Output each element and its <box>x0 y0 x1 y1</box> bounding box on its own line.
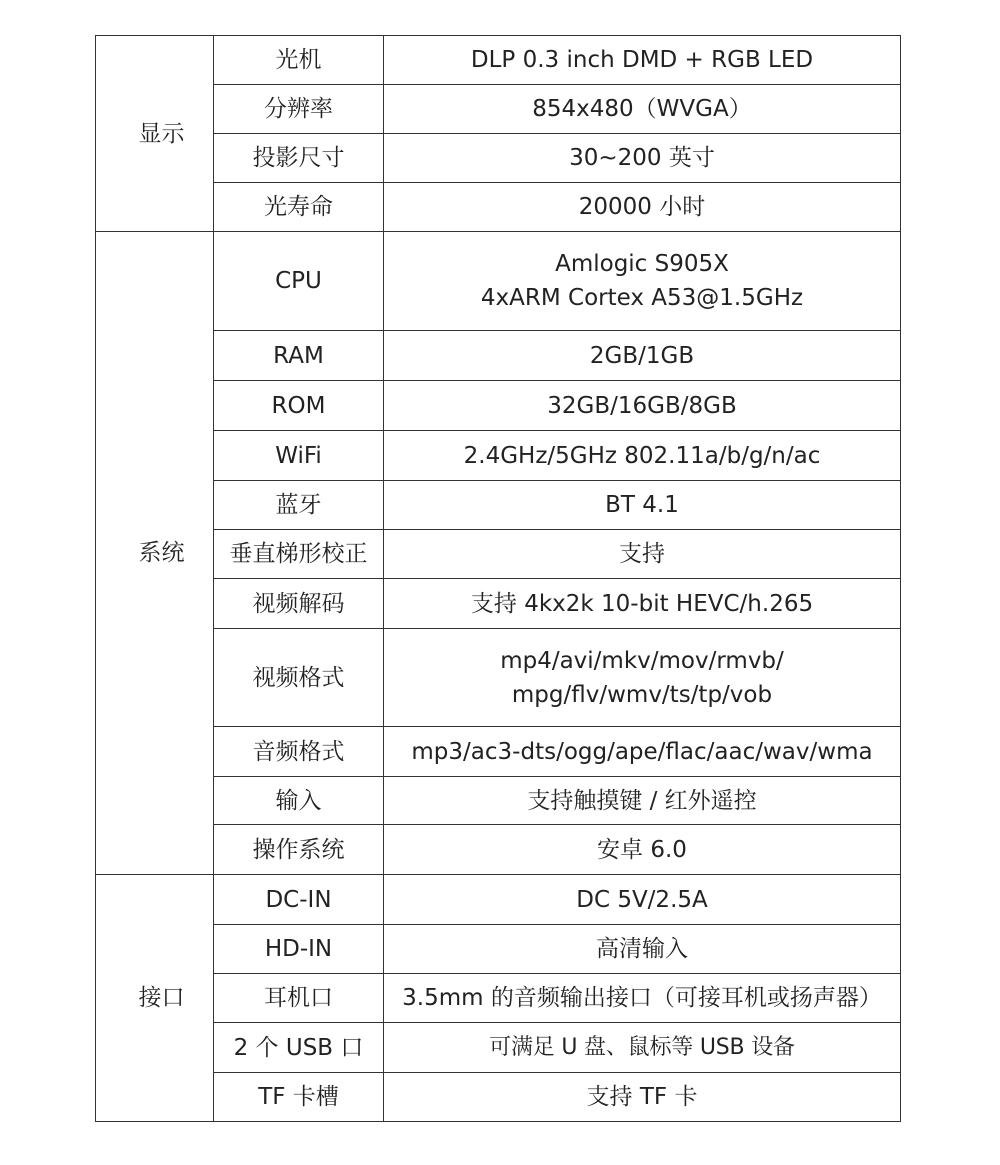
spec-value-line: 安卓 6.0 <box>597 836 687 863</box>
spec-row <box>96 1073 901 1122</box>
section-label-text: 系统 <box>138 540 185 566</box>
spec-value <box>384 381 901 431</box>
spec-label: 耳机口 <box>214 974 384 1023</box>
spec-value <box>384 431 901 481</box>
section-label-text: 接口 <box>138 985 185 1011</box>
spec-value-line: 支持 <box>619 541 665 567</box>
spec-label: CPU <box>214 232 384 331</box>
spec-value-line: 854x480（WVGA） <box>532 96 752 122</box>
spec-label: 音频格式 <box>214 727 384 777</box>
spec-value <box>384 1023 901 1073</box>
spec-label: 垂直梯形校正 <box>214 530 384 579</box>
spec-row <box>96 875 901 925</box>
spec-label: 光寿命 <box>214 183 384 232</box>
spec-label: 操作系统 <box>214 825 384 875</box>
spec-table-body <box>96 36 901 1122</box>
spec-row <box>96 36 901 85</box>
spec-row <box>96 85 901 134</box>
section-label <box>96 232 214 875</box>
spec-row <box>96 431 901 481</box>
spec-value-line: 支持 TF 卡 <box>586 1084 698 1110</box>
spec-row <box>96 629 901 727</box>
spec-row <box>96 777 901 825</box>
spec-row <box>96 530 901 579</box>
spec-label: 2 个 USB 口 <box>214 1023 384 1073</box>
spec-row <box>96 481 901 530</box>
spec-value <box>384 875 901 925</box>
spec-row <box>96 381 901 431</box>
spec-label: WiFi <box>214 431 384 481</box>
spec-row <box>96 925 901 974</box>
spec-value-line: 支持触摸键 / 红外遥控 <box>527 787 757 814</box>
spec-value-line: mp3/ac3-dts/ogg/ape/flac/aac/wav/wma <box>411 738 873 765</box>
spec-row <box>96 974 901 1023</box>
spec-table <box>95 35 901 1122</box>
spec-value-line: DLP 0.3 inch DMD + RGB LED <box>470 47 814 73</box>
spec-label: RAM <box>214 331 384 381</box>
spec-row <box>96 727 901 777</box>
spec-row <box>96 825 901 875</box>
spec-value <box>384 579 901 629</box>
spec-label: TF 卡槽 <box>214 1073 384 1122</box>
spec-label: 输入 <box>214 777 384 825</box>
spec-label: ROM <box>214 381 384 431</box>
spec-value-line: 2GB/1GB <box>589 342 695 369</box>
spec-value-line: Amlogic S905X <box>555 251 729 277</box>
section-label <box>96 36 214 232</box>
spec-value-line: 3.5mm 的音频输出接口（可接耳机或扬声器） <box>402 985 882 1011</box>
spec-value-line: 32GB/16GB/8GB <box>547 392 737 419</box>
spec-value-line: mpg/flv/wmv/ts/tp/vob <box>511 681 773 708</box>
spec-label: 分辨率 <box>214 85 384 134</box>
spec-value-line: 高清输入 <box>596 936 688 962</box>
spec-row <box>96 134 901 183</box>
spec-value <box>384 974 901 1023</box>
spec-value <box>384 825 901 875</box>
spec-value <box>384 925 901 974</box>
spec-value <box>384 183 901 232</box>
spec-label: 蓝牙 <box>214 481 384 530</box>
spec-value <box>384 481 901 530</box>
spec-label: HD-IN <box>214 925 384 974</box>
spec-value <box>384 727 901 777</box>
spec-value <box>384 1073 901 1122</box>
spec-label: 视频解码 <box>214 579 384 629</box>
spec-row <box>96 579 901 629</box>
spec-value <box>384 530 901 579</box>
spec-value <box>384 134 901 183</box>
spec-label: 光机 <box>214 36 384 85</box>
spec-value <box>384 85 901 134</box>
spec-value-line: 支持 4kx2k 10-bit HEVC/h.265 <box>470 590 814 617</box>
spec-value-line: BT 4.1 <box>605 492 679 518</box>
spec-value-line: mp4/avi/mkv/mov/rmvb/ <box>500 647 784 674</box>
spec-value-line: 4xARM Cortex A53@1.5GHz <box>480 285 804 311</box>
spec-value-line: 20000 小时 <box>578 194 706 220</box>
spec-label: 视频格式 <box>214 629 384 727</box>
spec-value-line: DC 5V/2.5A <box>576 886 708 913</box>
spec-row <box>96 232 901 331</box>
spec-value <box>384 777 901 825</box>
spec-row <box>96 331 901 381</box>
spec-label: 投影尺寸 <box>214 134 384 183</box>
spec-value <box>384 629 901 727</box>
section-label-text: 显示 <box>138 120 185 147</box>
spec-value-line: 可满足 U 盘、鼠标等 USB 设备 <box>489 1034 795 1060</box>
spec-row <box>96 183 901 232</box>
spec-value <box>384 36 901 85</box>
section-label <box>96 875 214 1122</box>
spec-value <box>384 232 901 331</box>
spec-value-line: 30~200 英寸 <box>569 145 715 171</box>
spec-value-line: 2.4GHz/5GHz 802.11a/b/g/n/ac <box>463 442 821 469</box>
spec-label: DC-IN <box>214 875 384 925</box>
spec-row <box>96 1023 901 1073</box>
spec-value <box>384 331 901 381</box>
